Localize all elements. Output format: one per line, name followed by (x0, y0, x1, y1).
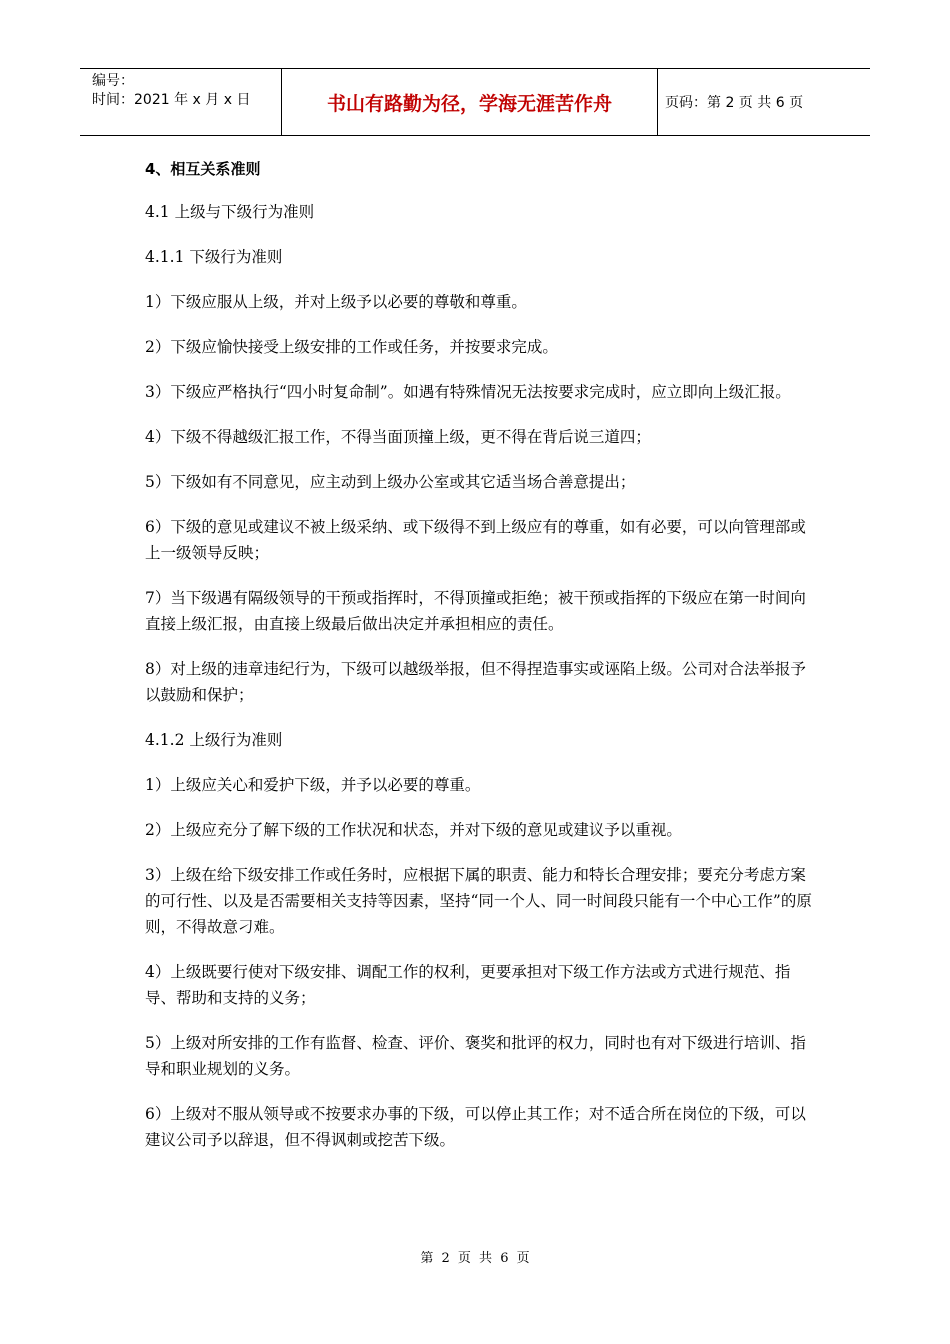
subsection-heading: 4.1 上级与下级行为准则 (145, 203, 315, 221)
rule-paragraph: 3）下级应严格执行“四小时复命制”。如遇有特殊情况无法按要求完成时，应立即向上级汇报。 (145, 383, 791, 401)
section-heading: 4、相互关系准则 (145, 160, 261, 178)
rule-paragraph: 3）上级在给下级安排工作或任务时，应根据下属的职责、能力和特长合理安排；要充分考虑方案的可行性、以及是否需要相关支持等因素，坚持“同一个人、同一时间段只能有一个中心工作”的原则，不得故意刁难。 (145, 866, 812, 936)
rule-paragraph: 6）上级对不服从领导或不按要求办事的下级，可以停止其工作；对不适合所在岗位的下级，可以建议公司予以辞退，但不得讽刺或挖苦下级。 (145, 1105, 806, 1149)
document-date: 时间：2021 年 x 月 x 日 (92, 92, 251, 108)
subsubsection-heading: 4.1.2 上级行为准则 (145, 731, 283, 749)
document-body (145, 156, 817, 1172)
rule-paragraph: 1）上级应关心和爱护下级，并予以必要的尊重。 (145, 776, 481, 794)
rule-paragraph: 5）下级如有不同意见，应主动到上级办公室或其它适当场合善意提出； (145, 473, 636, 491)
header-page-info: 页码：第 2 页 共 6 页 (665, 95, 804, 111)
header-motto: 书山有路勤为径，学海无涯苦作舟 (282, 69, 658, 135)
rule-paragraph: 7）当下级遇有隔级领导的干预或指挥时，不得顶撞或拒绝；被干预或指挥的下级应在第一时间向直接上级汇报，由直接上级最后做出决定并承担相应的责任。 (145, 589, 806, 633)
rule-paragraph: 5）上级对所安排的工作有监督、检查、评价、褒奖和批评的权力，同时也有对下级进行培训、指导和职业规划的义务。 (145, 1034, 806, 1078)
rule-paragraph: 2）上级应充分了解下级的工作状况和状态，并对下级的意见或建议予以重视。 (145, 821, 682, 839)
page-footer: 第 2 页 共 6 页 (420, 1251, 530, 1266)
rule-paragraph: 2）下级应愉快接受上级安排的工作或任务，并按要求完成。 (145, 338, 558, 356)
rule-paragraph: 4）上级既要行使对下级安排、调配工作的权利，更要承担对下级工作方法或方式进行规范、指导、帮助和支持的义务； (145, 963, 791, 1007)
rule-paragraph: 8）对上级的违章违纪行为，下级可以越级举报，但不得捏造事实或诬陷上级。公司对合法举报予以鼓励和保护； (145, 660, 806, 704)
header-meta (80, 69, 282, 135)
subsubsection-heading: 4.1.1 下级行为准则 (145, 248, 283, 266)
rule-paragraph: 1）下级应服从上级，并对上级予以必要的尊敬和尊重。 (145, 293, 527, 311)
document-number-label: 编号： (92, 73, 134, 89)
rule-paragraph: 6）下级的意见或建议不被上级采纳、或下级得不到上级应有的尊重，如有必要，可以向管理部或上一级领导反映； (145, 518, 806, 562)
page-header (80, 68, 870, 136)
rule-paragraph: 4）下级不得越级汇报工作，不得当面顶撞上级，更不得在背后说三道四； (145, 428, 651, 446)
